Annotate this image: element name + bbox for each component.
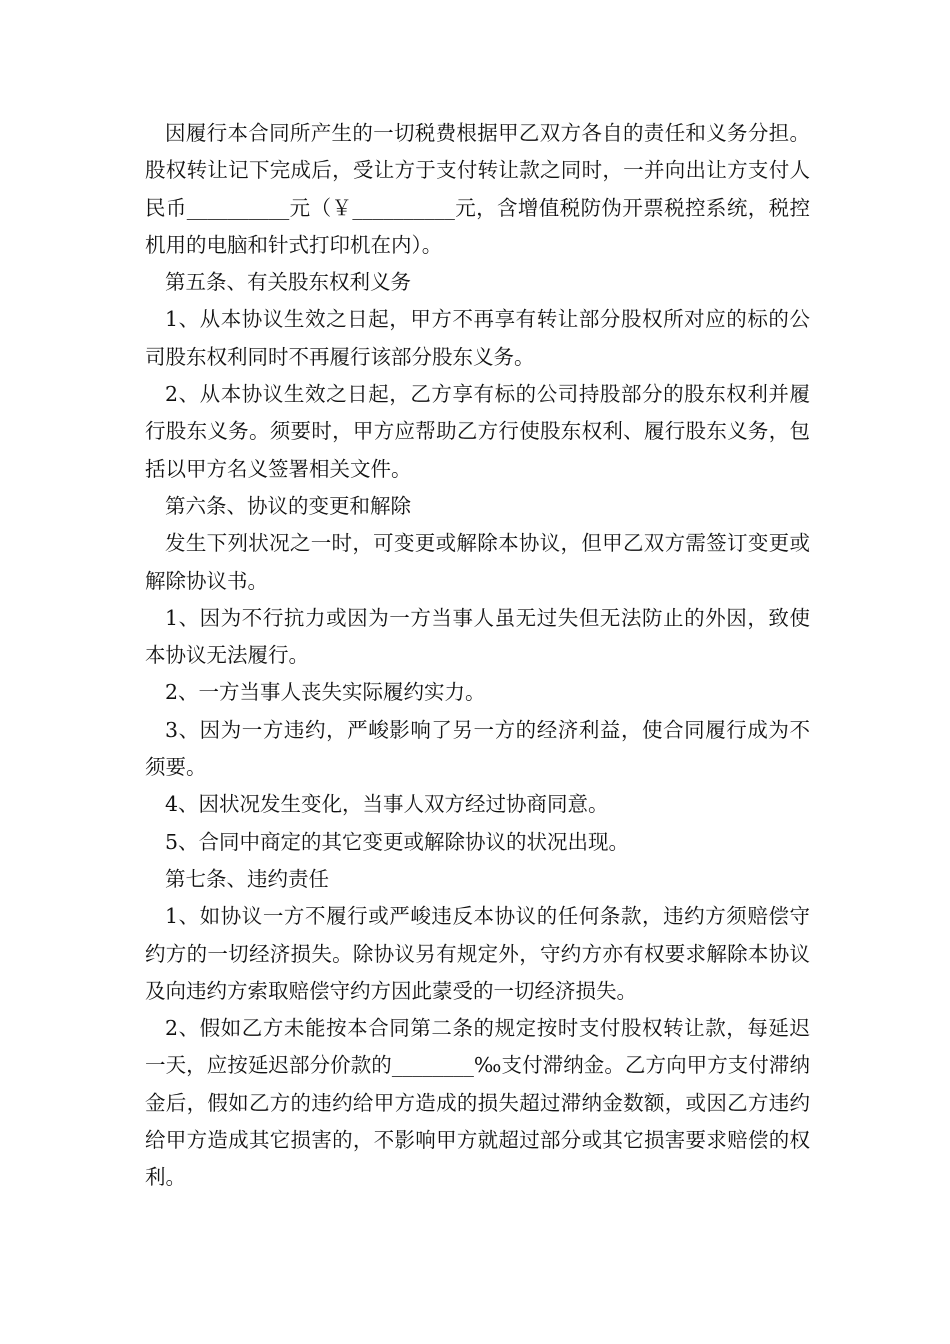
document-body	[145, 115, 810, 1197]
article-6-clause-5: 5、合同中商定的其它变更或解除协议的状况出现。	[165, 829, 630, 854]
article-5-clause-1: 1、从本协议生效之日起，甲方不再享有转让部分股权所对应的标的公司股东权利同时不再履行该部分股东义务。	[145, 307, 810, 369]
paragraph-tax-burden: 因履行本合同所产生的一切税费根据甲乙双方各自的责任和义务分担。股权转让记下完成后，受让方于支付转让款之同时，一并向出让方支付人民币__________元（￥__________元，含增值税防伪开票税控系统，税控机用的电脑和针式打印机在内）。	[145, 121, 810, 257]
article-6-clause-4: 4、因状况发生变化，当事人双方经过协商同意。	[165, 792, 609, 817]
article-7-clause-1: 1、如协议一方不履行或严峻违反本协议的任何条款，违约方须赔偿守约方的一切经济损失。除协议另有规定外，守约方亦有权要求解除本协议及向违约方索取赔偿守约方因此蒙受的一切经济损失。	[145, 904, 810, 1003]
article-6-clause-2: 2、一方当事人丧失实际履约实力。	[165, 680, 486, 705]
article-6-heading: 第六条、协议的变更和解除	[165, 493, 411, 518]
article-5-heading: 第五条、有关股东权利义务	[165, 270, 411, 295]
article-7-clause-2: 2、假如乙方未能按本合同第二条的规定按时支付股权转让款，每延迟一天，应按延迟部分价款的________‰支付滞纳金。乙方向甲方支付滞纳金后，假如乙方的违约给甲方造成的损失超过滞纳金数额，或因乙方违约给甲方造成其它损害的，不影响甲方就超过部分或其它损害要求赔偿的权利。	[145, 1016, 810, 1190]
article-5-clause-2: 2、从本协议生效之日起，乙方享有标的公司持股部分的股东权利并履行股东义务。须要时，甲方应帮助乙方行使股东权利、履行股东义务，包括以甲方名义签署相关文件。	[145, 382, 810, 481]
article-6-clause-3: 3、因为一方违约，严峻影响了另一方的经济利益，使合同履行成为不须要。	[145, 717, 810, 780]
article-6-intro: 发生下列状况之一时，可变更或解除本协议，但甲乙双方需签订变更或解除协议书。	[145, 531, 810, 593]
article-6-clause-1: 1、因为不行抗力或因为一方当事人虽无过失但无法防止的外因，致使本协议无法履行。	[145, 605, 810, 668]
article-7-heading: 第七条、违约责任	[165, 866, 329, 891]
